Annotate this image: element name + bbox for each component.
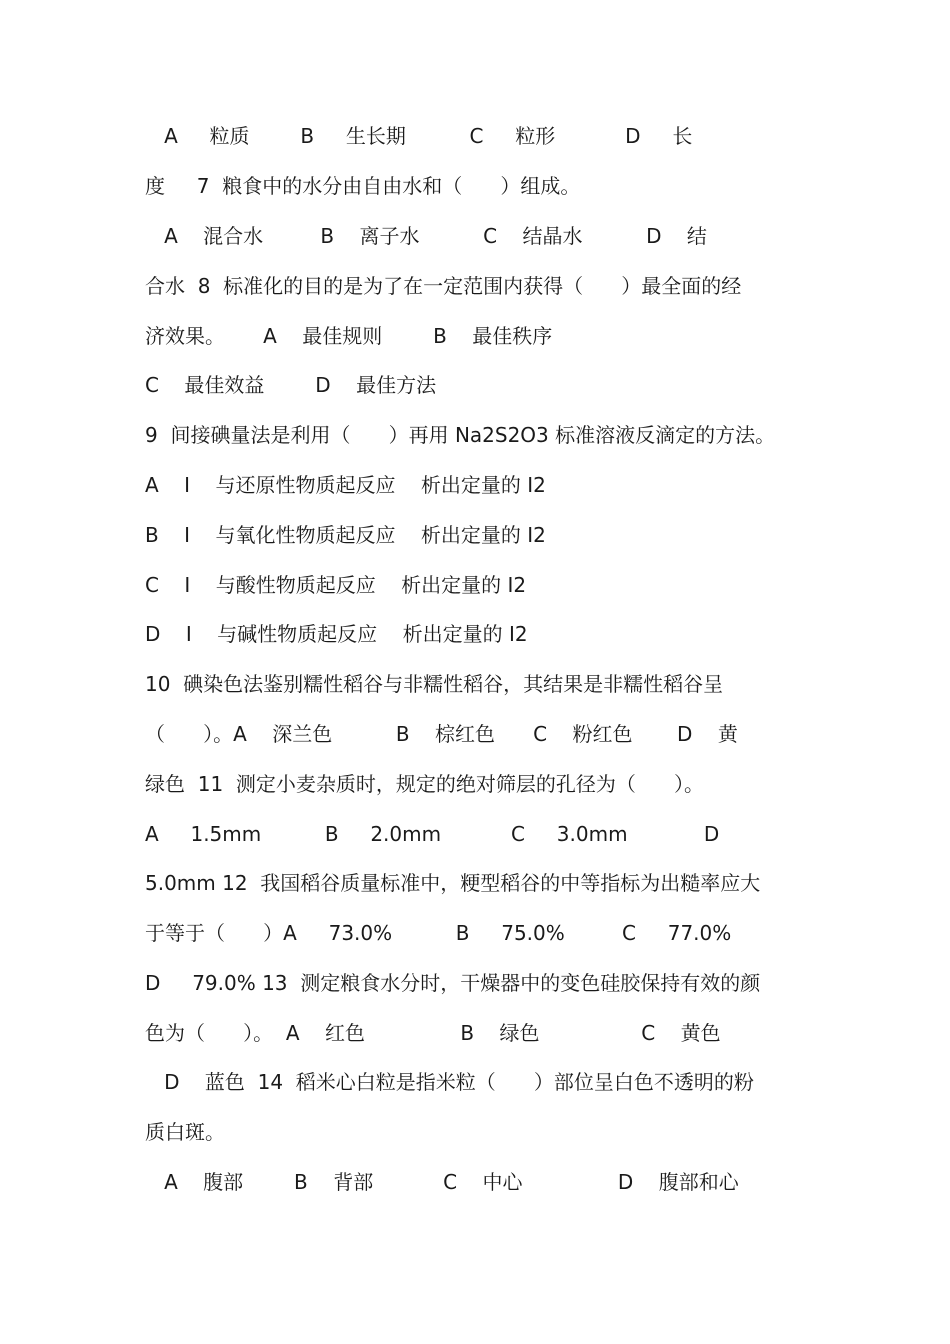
option-line: 色为（ ）。 A 红色 B 绿色 C 黄色	[145, 1021, 721, 1045]
option-line: A 粒质 B 生长期 C 粒形 D 长	[145, 124, 693, 148]
option-line: C 最佳效益 D 最佳方法	[145, 373, 437, 397]
option-line: A 腹部 B 背部 C 中心 D 腹部和心	[145, 1170, 739, 1194]
question-line: D 79.0% 13 测定粮食水分时，干燥器中的变色硅胶保持有效的颜	[145, 971, 761, 995]
option-line: A I 与还原性物质起反应 析出定量的 I2	[145, 473, 546, 497]
option-line: D I 与碱性物质起反应 析出定量的 I2	[145, 622, 528, 646]
question-line: 9 间接碘量法是利用（ ）再用 Na2S2O3 标准溶液反滴定的方法。	[145, 423, 776, 447]
option-line: A 混合水 B 离子水 C 结晶水 D 结	[145, 224, 707, 248]
question-line: 度 7 粮食中的水分由自由水和（ ）组成。	[145, 174, 581, 198]
option-line: （ ）。A 深兰色 B 棕红色 C 粉红色 D 黄	[145, 722, 738, 746]
question-line: 绿色 11 测定小麦杂质时，规定的绝对筛层的孔径为（ ）。	[145, 772, 705, 796]
option-line: 济效果。 A 最佳规则 B 最佳秩序	[145, 324, 553, 348]
question-line: 10 碘染色法鉴别糯性稻谷与非糯性稻谷，其结果是非糯性稻谷呈	[145, 672, 724, 696]
question-line: 5.0mm 12 我国稻谷质量标准中，粳型稻谷的中等指标为出糙率应大	[145, 871, 761, 895]
question-line: 合水 8 标准化的目的是为了在一定范围内获得（ ）最全面的经	[145, 274, 742, 298]
option-line: B I 与氧化性物质起反应 析出定量的 I2	[145, 523, 546, 547]
question-line: 质白斑。	[145, 1120, 225, 1144]
option-line: C I 与酸性物质起反应 析出定量的 I2	[145, 573, 527, 597]
question-line: D 蓝色 14 稻米心白粒是指米粒（ ）部位呈白色不透明的粉	[145, 1070, 754, 1094]
option-line: A 1.5mm B 2.0mm C 3.0mm D	[145, 822, 720, 846]
option-line: 于等于（ ）A 73.0% B 75.0% C 77.0%	[145, 921, 732, 945]
